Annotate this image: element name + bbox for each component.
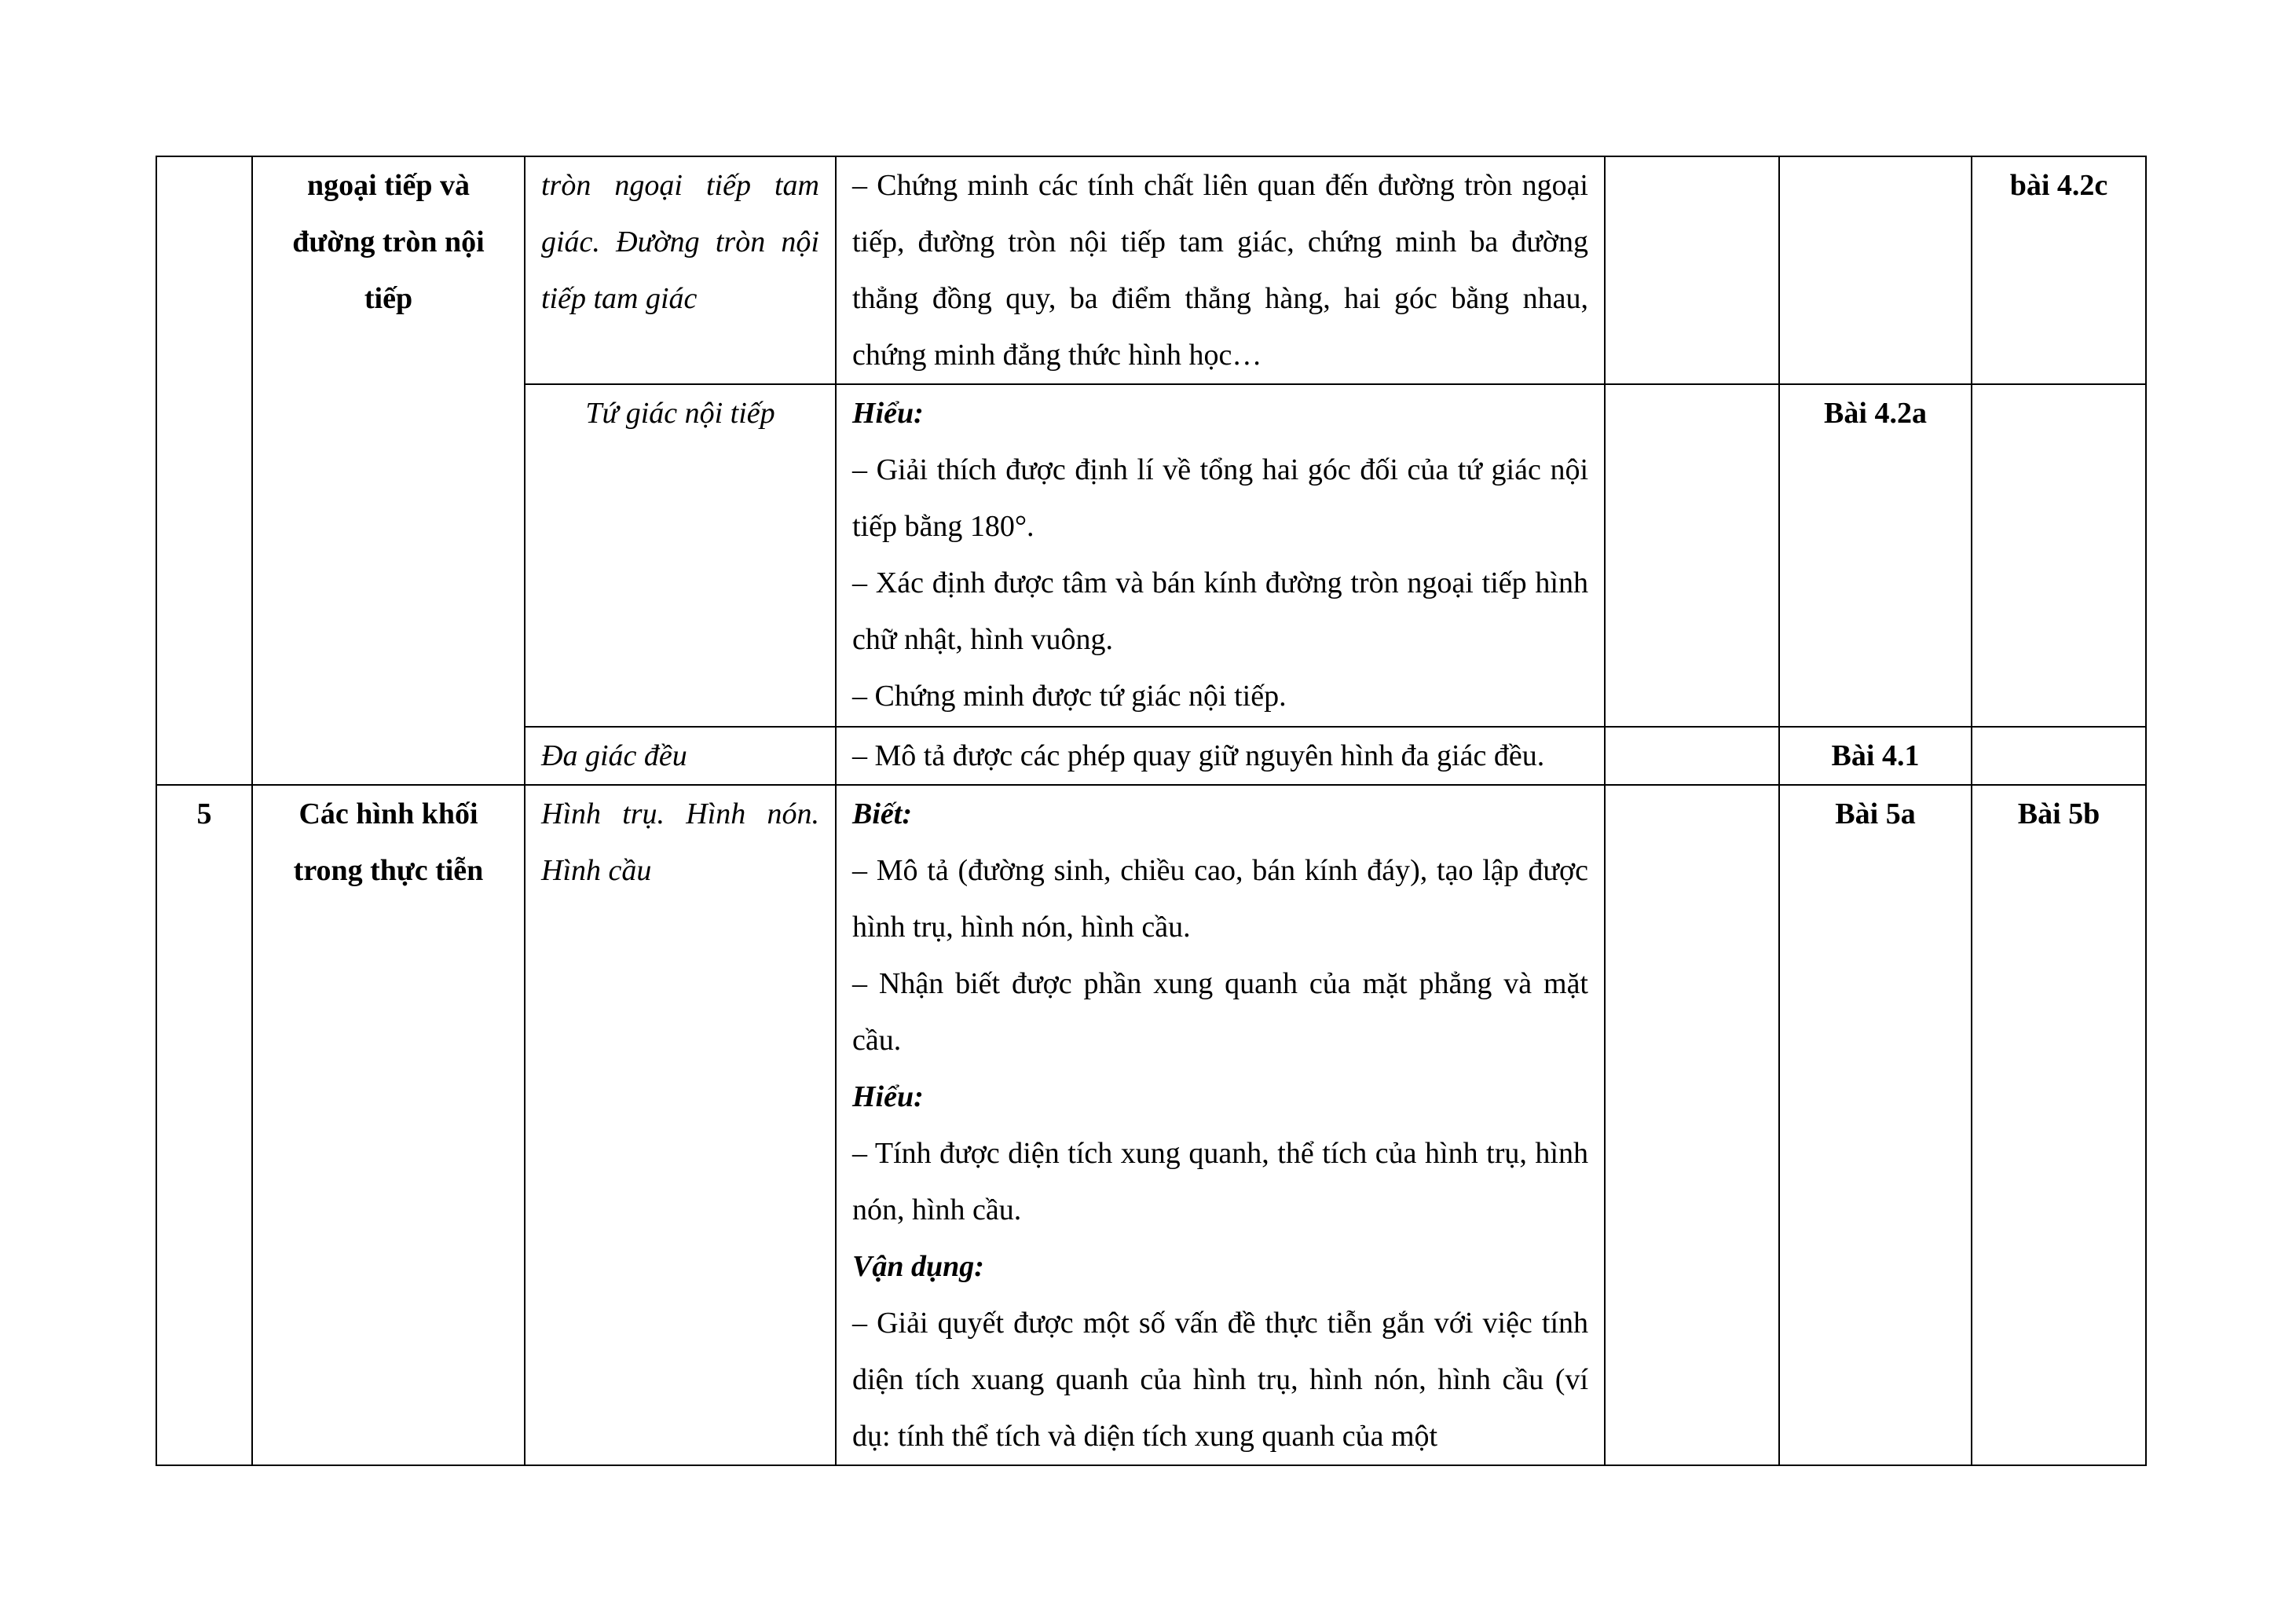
row-number-cell	[156, 156, 252, 785]
level-cell-3	[1972, 384, 2146, 727]
topic-cell: ngoại tiếp và đường tròn nội tiếp	[252, 156, 525, 785]
specification-table	[156, 156, 2147, 1466]
requirement-text: – Xác định được tâm và bán kính đường tròn ngoại tiếp hình chữ nhật, hình vuông.	[852, 566, 1588, 656]
level-cell-3: Bài 5b	[1972, 785, 2146, 1465]
level-heading: Hiểu:	[852, 397, 924, 430]
requirement-text: – Chứng minh các tính chất liên quan đến đường tròn ngoại tiếp, đường tròn nội tiếp tam giác, chứng minh ba đường thẳng đồng quy, ba điểm thẳng hàng, hai góc bằng nhau, chứng minh đẳng thức hình học…	[852, 169, 1588, 372]
level-cell-1	[1605, 156, 1779, 384]
requirement-text: – Mô tả (đường sinh, chiều cao, bán kính đáy), tạo lập được hình trụ, hình nón, hình cầu.	[852, 854, 1588, 944]
requirement-cell	[836, 785, 1605, 1465]
requirement-text: – Giải quyết được một số vấn đề thực tiễn gắn với việc tính diện tích xuang quanh của hình trụ, hình nón, hình cầu (ví dụ: tính thể tích và diện tích xung quanh của một	[852, 1307, 1588, 1453]
requirement-cell	[836, 384, 1605, 727]
requirement-text: – Chứng minh được tứ giác nội tiếp.	[852, 680, 1287, 713]
unit-cell: Tứ giác nội tiếp	[525, 384, 836, 727]
table-row	[156, 156, 2146, 384]
level-cell-1	[1605, 384, 1779, 727]
level-heading: Vận dụng:	[852, 1250, 984, 1283]
requirement-text: – Giải thích được định lí về tổng hai góc đối của tứ giác nội tiếp bằng 180°.	[852, 453, 1588, 543]
topic-cell: Các hình khối trong thực tiễn	[252, 785, 525, 1465]
level-heading: Biết:	[852, 797, 912, 830]
level-cell-1	[1605, 785, 1779, 1465]
level-cell-1	[1605, 727, 1779, 785]
level-cell-2: Bài 4.1	[1779, 727, 1972, 785]
level-cell-2	[1779, 156, 1972, 384]
level-cell-3	[1972, 727, 2146, 785]
document-page	[156, 156, 2147, 1466]
level-cell-2: Bài 4.2a	[1779, 384, 1972, 727]
unit-cell: Đa giác đều	[525, 727, 836, 785]
level-cell-2: Bài 5a	[1779, 785, 1972, 1465]
unit-cell: Hình trụ. Hình nón. Hình cầu	[525, 785, 836, 1465]
row-number-cell: 5	[156, 785, 252, 1465]
level-cell-3: bài 4.2c	[1972, 156, 2146, 384]
requirement-cell	[836, 156, 1605, 384]
level-heading: Hiểu:	[852, 1080, 924, 1113]
requirement-cell	[836, 727, 1605, 785]
requirement-text: – Mô tả được các phép quay giữ nguyên hình đa giác đều.	[852, 739, 1545, 772]
requirement-text: – Tính được diện tích xung quanh, thể tích của hình trụ, hình nón, hình cầu.	[852, 1137, 1588, 1226]
table-row	[156, 785, 2146, 1465]
unit-cell: tròn ngoại tiếp tam giác. Đường tròn nội tiếp tam giác	[525, 156, 836, 384]
requirement-text: – Nhận biết được phần xung quanh của mặt phẳng và mặt cầu.	[852, 967, 1588, 1057]
